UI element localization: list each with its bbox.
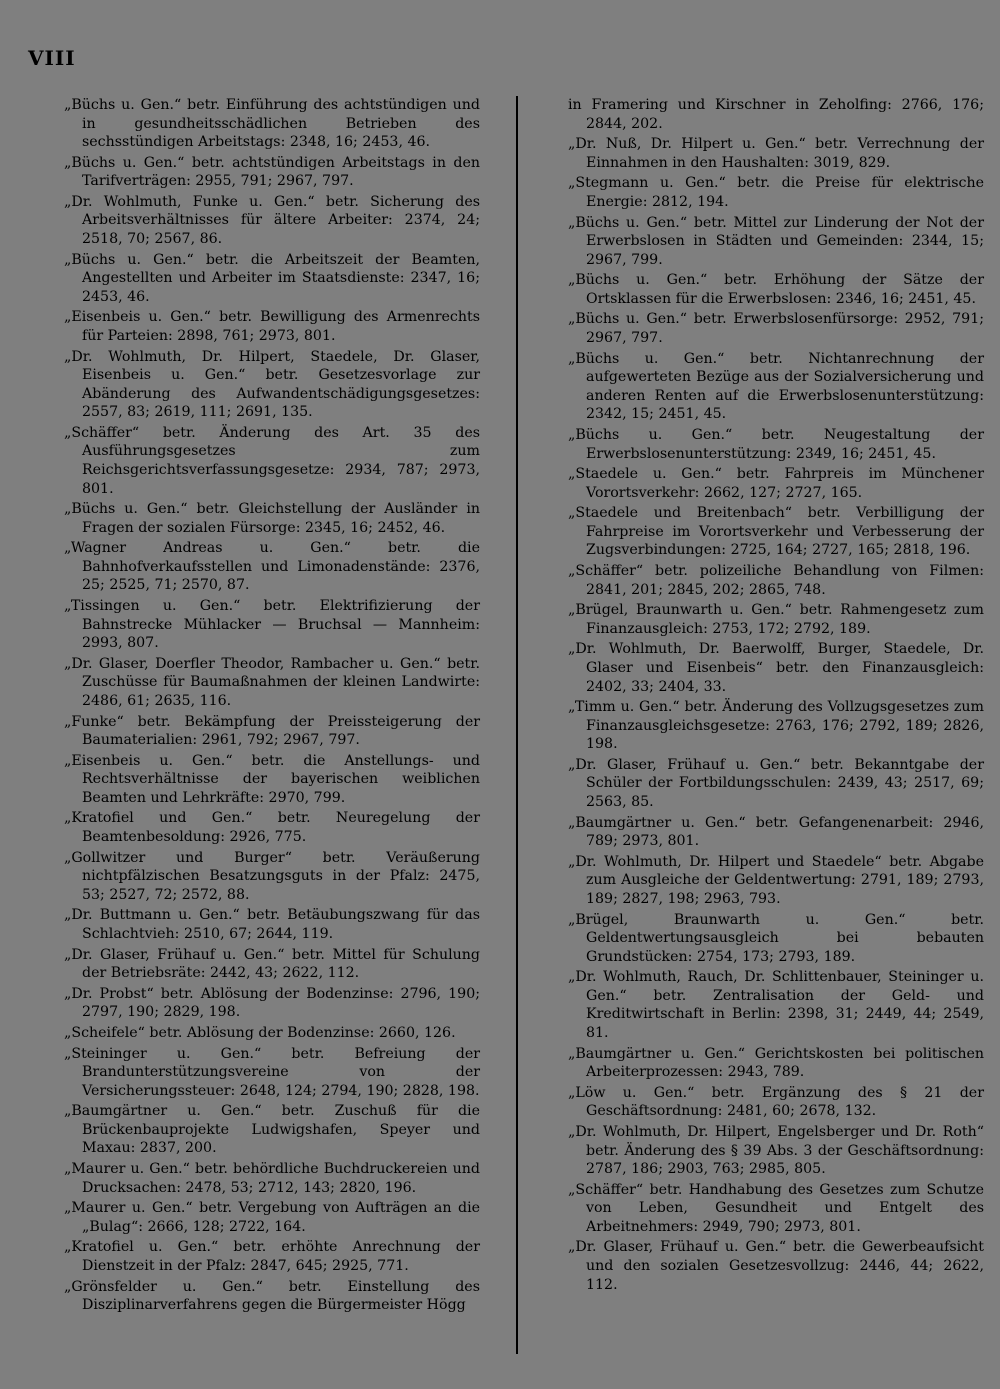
page-number: VIII: [28, 46, 76, 70]
index-entry: „Löw u. Gen.“ betr. Ergänzung des § 21 der Geschäftsordnung: 2481, 60; 2678, 132.: [568, 1084, 984, 1120]
index-entry: „Dr. Glaser, Frühauf u. Gen.“ betr. Bekanntgabe der Schüler der Fortbildungsschulen: 2439, 43; 2517, 69; 2563, 85.: [568, 756, 984, 810]
index-entry: „Brügel, Braunwarth u. Gen.“ betr. Rahmengesetz zum Finanzausgleich: 2753, 172; 2792, 189.: [568, 602, 984, 637]
index-entry: „Büchs u. Gen.“ betr. Erwerbslosenfürsorge: 2952, 791; 2967, 797.: [568, 311, 984, 347]
index-entry: „Tissingen u. Gen.“ betr. Elektrifizierung der Bahnstrecke Mühlacker — Bruchsal — Mannheim: 2993, 807.: [64, 598, 480, 652]
index-entry: „Schäffer“ betr. Änderung des Art. 35 des Ausführungsgesetzes zum Reichsgerichtsverfassungsgesetze: 2934, 787; 2973, 801.: [64, 424, 480, 497]
index-entry: „Dr. Glaser, Doerfler Theodor, Rambacher u. Gen.“ betr. Zuschüsse für Baumaßnahmen der kleinen Landwirte: 2486, 61; 2635, 116.: [64, 655, 480, 709]
index-entry: „Kratofiel und Gen.“ betr. Neuregelung der Beamtenbesoldung: 2926, 775.: [64, 810, 480, 845]
index-entry: „Büchs u. Gen.“ betr. Mittel zur Linderung der Not der Erwerbslosen in Städten und Gemeinden: 2344, 15; 2967, 799.: [568, 214, 984, 268]
index-entry: „Staedele und Breitenbach“ betr. Verbilligung der Fahrpreise im Vorortsverkehr und Verbesserung der Zugsverbindungen: 2725, 164; 2727, 165; 2818, 196.: [568, 505, 984, 559]
index-entry: „Büchs u. Gen.“ betr. Neugestaltung der Erwerbslosenunterstützung: 2349, 16; 2451, 45.: [568, 426, 984, 462]
index-entry-continuation: in Framering und Kirschner in Zeholfing: 2766, 176; 2844, 202.: [568, 97, 984, 132]
index-entry: „Dr. Wohlmuth, Funke u. Gen.“ betr. Sicherung des Arbeitsverhältnisses für ältere Arbeiter: 2374, 24; 2518, 70; 2567, 86.: [64, 193, 480, 248]
index-entry: „Büchs u. Gen.“ betr. Erhöhung der Sätze der Ortsklassen für die Erwerbslosen: 2346, 16; 2451, 45.: [568, 272, 984, 307]
index-entry: „Maurer u. Gen.“ betr. behördliche Buchdruckereien und Drucksachen: 2478, 53; 2712, 143; 2820, 196.: [64, 1161, 480, 1196]
index-entry: „Schäffer“ betr. polizeiliche Behandlung von Filmen: 2841, 201; 2845, 202; 2865, 748.: [568, 563, 984, 598]
index-entry: „Dr. Buttmann u. Gen.“ betr. Betäubungszwang für das Schlachtvieh: 2510, 67; 2644, 119.: [64, 907, 480, 942]
index-entry: „Brügel, Braunwarth u. Gen.“ betr. Geldentwertungsausgleich bei bebauten Grundstücken: 2754, 173; 2793, 189.: [568, 911, 984, 965]
index-entry: „Dr. Glaser, Frühauf u. Gen.“ betr. die Gewerbeaufsicht und den sozialen Gesetzesvollzug: 2446, 44; 2622, 112.: [568, 1239, 984, 1293]
index-entry: „Dr. Wohlmuth, Dr. Baerwolff, Burger, Staedele, Dr. Glaser und Eisenbeis“ betr. den Finanzausgleich: 2402, 33; 2404, 33.: [568, 641, 984, 695]
index-entry: „Dr. Nuß, Dr. Hilpert u. Gen.“ betr. Verrechnung der Einnahmen in den Haushalten: 3019, 829.: [568, 136, 984, 171]
index-entry: „Grönsfelder u. Gen.“ betr. Einstellung des Disziplinarverfahrens gegen die Bürgermeister Högg: [64, 1278, 480, 1314]
index-entry: „Schäffer“ betr. Handhabung des Gesetzes zum Schutze von Leben, Gesundheit und Entgelt des Arbeitnehmers: 2949, 790; 2973, 801.: [568, 1181, 984, 1235]
index-entry: „Kratofiel u. Gen.“ betr. erhöhte Anrechnung der Dienstzeit in der Pfalz: 2847, 645; 2925, 771.: [64, 1239, 480, 1274]
index-entry: „Stegmann u. Gen.“ betr. die Preise für elektrische Energie: 2812, 194.: [568, 175, 984, 210]
index-entry: „Scheifele“ betr. Ablösung der Bodenzinse: 2660, 126.: [64, 1024, 456, 1041]
index-entry: „Baumgärtner u. Gen.“ betr. Gefangenenarbeit: 2946, 789; 2973, 801.: [568, 814, 984, 850]
index-entry: „Funke“ betr. Bekämpfung der Preissteigerung der Baumaterialien: 2961, 792; 2967, 797.: [64, 713, 480, 749]
index-entry: „Büchs u. Gen.“ betr. Einführung des achtstündigen und in gesundheitsschädlichen Betrieben des sechsstündigen Arbeitstags: 2348, 16; 2453, 46.: [64, 97, 480, 151]
index-entry: „Büchs u. Gen.“ betr. die Arbeitszeit der Beamten, Angestellten und Arbeiter im Staatsdienste: 2347, 16; 2453, 46.: [64, 251, 480, 305]
index-entry: „Dr. Wohlmuth, Dr. Hilpert, Staedele, Dr. Glaser, Eisenbeis u. Gen.“ betr. Gesetzesvorlage zur Abänderung des Aufwandentschädigungsgesetzes: 2557, 83; 2619, 111; 2691, 135.: [64, 348, 480, 421]
index-entry: „Timm u. Gen.“ betr. Änderung des Vollzugsgesetzes zum Finanzausgleichsgesetze: 2763, 176; 2792, 189; 2826, 198.: [568, 699, 984, 753]
index-entry: „Staedele u. Gen.“ betr. Fahrpreis im Münchener Vorortsverkehr: 2662, 127; 2727, 165.: [568, 466, 984, 501]
index-entry: „Büchs u. Gen.“ betr. achtstündigen Arbeitstags in den Tarifverträgen: 2955, 791; 2967, 797.: [64, 154, 480, 190]
index-entry: „Dr. Glaser, Frühauf u. Gen.“ betr. Mittel für Schulung der Betriebsräte: 2442, 43; 2622, 112.: [64, 946, 480, 982]
index-entry: „Büchs u. Gen.“ betr. Gleichstellung der Ausländer in Fragen der sozialen Fürsorge: 2345, 16; 2452, 46.: [64, 501, 480, 536]
index-entry: „Dr. Wohlmuth, Dr. Hilpert und Staedele“ betr. Abgabe zum Ausgleiche der Geldentwertung: 2791, 189; 2793, 189; 2827, 198; 2963, 793.: [568, 853, 984, 907]
index-entry: „Dr. Probst“ betr. Ablösung der Bodenzinse: 2796, 190; 2797, 190; 2829, 198.: [64, 985, 480, 1021]
column-divider: [516, 96, 518, 1354]
index-entry: „Dr. Wohlmuth, Dr. Hilpert, Engelsberger und Dr. Roth“ betr. Änderung des § 39 Abs. 3 der Geschäftsordnung: 2787, 186; 2903, 763; 2985, 805.: [568, 1123, 984, 1178]
index-entry: „Baumgärtner u. Gen.“ betr. Zuschuß für die Brückenbauprojekte Ludwigshafen, Speyer und Maxau: 2837, 200.: [64, 1103, 480, 1157]
index-entry: „Baumgärtner u. Gen.“ Gerichtskosten bei politischen Arbeiterprozessen: 2943, 789.: [568, 1045, 984, 1081]
left-column: [64, 96, 480, 1317]
index-entry: „Büchs u. Gen.“ betr. Nichtanrechnung der aufgewerteten Bezüge aus der Sozialversicherung und anderen Renten auf die Erwerbslosenunterstützung: 2342, 15; 2451, 45.: [568, 350, 984, 423]
index-entry: „Wagner Andreas u. Gen.“ betr. die Bahnhofverkaufsstellen und Limonadenstände: 2376, 25; 2525, 71; 2570, 87.: [64, 540, 480, 594]
index-entry: „Steininger u. Gen.“ betr. Befreiung der Brandunterstützungsvereine von der Versicherungssteuer: 2648, 124; 2794, 190; 2828, 198.: [64, 1045, 480, 1099]
index-entry: „Gollwitzer und Burger“ betr. Veräußerung nichtpfälzischen Besatzungsguts in der Pfalz: 2475, 53; 2527, 72; 2572, 88.: [64, 849, 480, 903]
right-column: [568, 96, 984, 1296]
index-entry: „Maurer u. Gen.“ betr. Vergebung von Aufträgen an die „Bulag“: 2666, 128; 2722, 164.: [64, 1200, 480, 1235]
index-entry: „Eisenbeis u. Gen.“ betr. Bewilligung des Armenrechts für Parteien: 2898, 761; 2973, 801.: [64, 309, 480, 344]
index-entry: „Dr. Wohlmuth, Rauch, Dr. Schlittenbauer, Steininger u. Gen.“ betr. Zentralisation der Geld- und Kreditwirtschaft in Berlin: 2398, 31; 2449, 44; 2549, 81.: [568, 969, 984, 1041]
index-entry: „Eisenbeis u. Gen.“ betr. die Anstellungs- und Rechtsverhältnisse der bayerischen weiblichen Beamten und Lehrkräfte: 2970, 799.: [64, 752, 480, 806]
